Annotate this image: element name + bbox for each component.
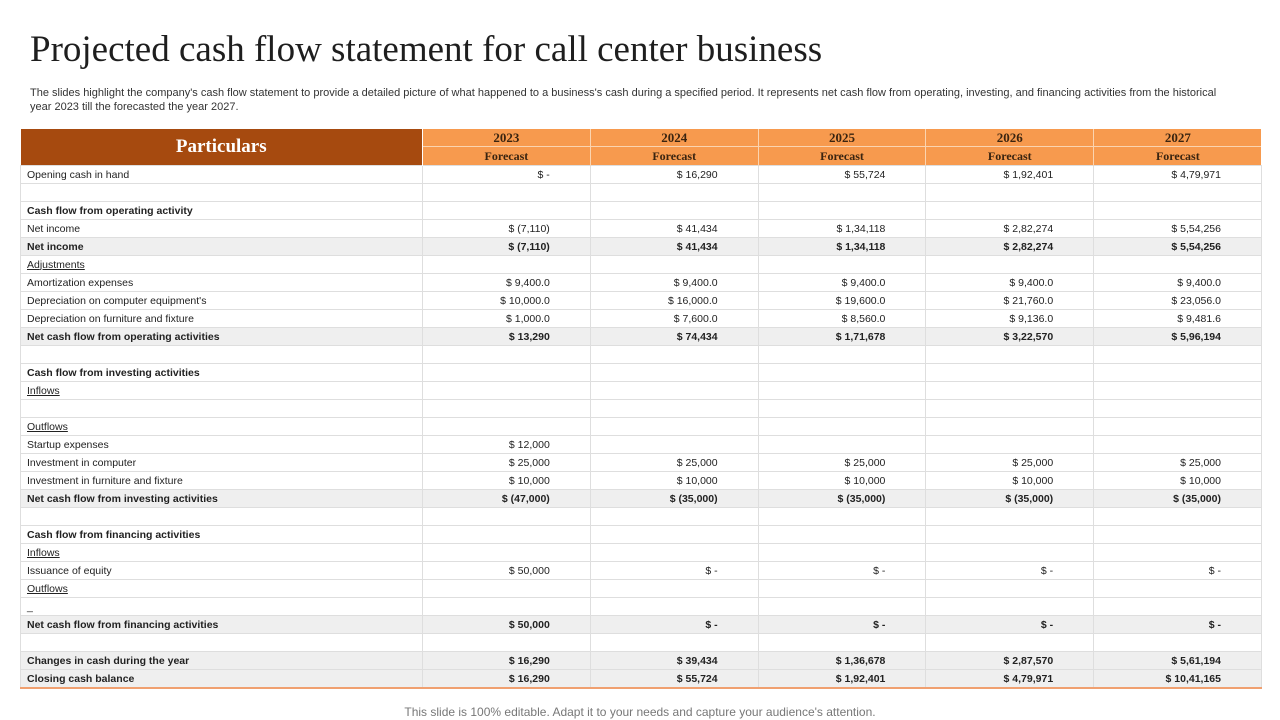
value-cell: $ 1,92,401 — [926, 166, 1094, 184]
table-row — [21, 184, 1262, 202]
cash-flow-table-container — [20, 129, 1261, 689]
value-cell — [423, 598, 591, 616]
value-cell — [423, 544, 591, 562]
value-cell — [758, 436, 926, 454]
value-cell — [926, 184, 1094, 202]
value-cell: $ 9,400.0 — [1094, 274, 1262, 292]
value-cell — [423, 184, 591, 202]
row-label-text: _ — [27, 600, 33, 613]
row-label — [21, 238, 423, 256]
value-cell: $ - — [590, 616, 758, 634]
row-label-text: Net income — [27, 222, 81, 235]
value-cell — [926, 400, 1094, 418]
table-body — [21, 166, 1262, 689]
value-cell — [423, 256, 591, 274]
value-cell — [1094, 202, 1262, 220]
row-label — [21, 292, 423, 310]
table-row — [21, 418, 1262, 436]
value-cell: $ - — [926, 562, 1094, 580]
value-cell: $ 5,54,256 — [1094, 238, 1262, 256]
value-cell — [926, 202, 1094, 220]
value-cell: $ 25,000 — [423, 454, 591, 472]
year-header: 2026 — [926, 129, 1094, 147]
value-cell — [423, 400, 591, 418]
value-cell — [590, 418, 758, 436]
value-cell: $ 10,000 — [758, 472, 926, 490]
value-cell — [926, 418, 1094, 436]
value-cell — [758, 364, 926, 382]
value-cell — [1094, 256, 1262, 274]
row-label-text: Startup expenses — [27, 438, 109, 451]
year-header: 2024 — [590, 129, 758, 147]
value-cell: $ 2,82,274 — [926, 238, 1094, 256]
value-cell — [926, 256, 1094, 274]
table-row — [21, 382, 1262, 400]
page-subtitle: The slides highlight the company's cash flow statement to provide a detailed picture of what happened to a business's cash during a specified period. It represents net cash flow from operating, investing, and financing activities from the historical year 2023 till the forecasted the year 2027. — [30, 87, 1217, 113]
value-cell: $ 10,000.0 — [423, 292, 591, 310]
row-label — [21, 580, 423, 598]
table-row — [21, 292, 1262, 310]
table-row — [21, 364, 1262, 382]
value-cell — [590, 202, 758, 220]
value-cell — [758, 508, 926, 526]
value-cell — [1094, 364, 1262, 382]
table-row — [21, 310, 1262, 328]
value-cell — [423, 364, 591, 382]
table-row — [21, 508, 1262, 526]
table-row — [21, 490, 1262, 508]
value-cell: $ 25,000 — [1094, 454, 1262, 472]
value-cell — [590, 598, 758, 616]
value-cell: $ (7,110) — [423, 238, 591, 256]
year-header: 2027 — [1094, 129, 1262, 147]
row-label — [21, 346, 423, 364]
row-label-text: Net cash flow from operating activities — [27, 330, 220, 343]
value-cell — [423, 202, 591, 220]
value-cell — [1094, 526, 1262, 544]
table-row — [21, 238, 1262, 256]
value-cell — [758, 544, 926, 562]
table-row — [21, 220, 1262, 238]
value-cell: $ 10,000 — [590, 472, 758, 490]
value-cell — [1094, 508, 1262, 526]
table-row — [21, 454, 1262, 472]
cash-flow-table — [20, 129, 1262, 689]
value-cell: $ 9,400.0 — [758, 274, 926, 292]
value-cell: $ (47,000) — [423, 490, 591, 508]
value-cell — [926, 544, 1094, 562]
table-row — [21, 166, 1262, 184]
value-cell: $ - — [758, 616, 926, 634]
value-cell — [590, 184, 758, 202]
value-cell: $ - — [590, 562, 758, 580]
value-cell: $ 10,000 — [423, 472, 591, 490]
value-cell: $ 7,600.0 — [590, 310, 758, 328]
value-cell — [1094, 346, 1262, 364]
row-label-text: Changes in cash during the year — [27, 654, 190, 667]
value-cell: $ 9,481.6 — [1094, 310, 1262, 328]
value-cell: $ 5,54,256 — [1094, 220, 1262, 238]
value-cell — [758, 256, 926, 274]
value-cell: $ 25,000 — [926, 454, 1094, 472]
row-label-text: Net income — [27, 240, 84, 253]
page-title: Projected cash flow statement for call center business — [30, 29, 823, 70]
value-cell: $ 9,400.0 — [926, 274, 1094, 292]
value-cell — [423, 346, 591, 364]
table-row — [21, 598, 1262, 616]
row-label-text: Adjustments — [27, 258, 85, 271]
table-row — [21, 616, 1262, 634]
forecast-label: Forecast — [423, 147, 591, 166]
row-label — [21, 310, 423, 328]
row-label — [21, 436, 423, 454]
row-label — [21, 418, 423, 436]
value-cell — [1094, 580, 1262, 598]
value-cell — [423, 418, 591, 436]
value-cell — [590, 526, 758, 544]
value-cell: $ 10,000 — [926, 472, 1094, 490]
value-cell: $ 2,82,274 — [926, 220, 1094, 238]
value-cell: $ - — [926, 616, 1094, 634]
value-cell — [590, 544, 758, 562]
value-cell: $ 55,724 — [590, 670, 758, 689]
value-cell: $ 41,434 — [590, 220, 758, 238]
value-cell — [590, 256, 758, 274]
value-cell — [590, 364, 758, 382]
value-cell: $ 9,400.0 — [423, 274, 591, 292]
value-cell: $ 1,000.0 — [423, 310, 591, 328]
value-cell: $ - — [758, 562, 926, 580]
year-header: 2025 — [758, 129, 926, 147]
table-row — [21, 256, 1262, 274]
table-row — [21, 526, 1262, 544]
value-cell: $ 12,000 — [423, 436, 591, 454]
value-cell — [423, 382, 591, 400]
row-label — [21, 526, 423, 544]
value-cell: $ 16,000.0 — [590, 292, 758, 310]
row-label-text: Issuance of equity — [27, 564, 112, 577]
value-cell: $ - — [1094, 562, 1262, 580]
row-label — [21, 670, 423, 689]
value-cell: $ 8,560.0 — [758, 310, 926, 328]
table-row — [21, 346, 1262, 364]
value-cell — [590, 436, 758, 454]
value-cell: $ 23,056.0 — [1094, 292, 1262, 310]
value-cell: $ 9,136.0 — [926, 310, 1094, 328]
value-cell: $ (35,000) — [590, 490, 758, 508]
table-header — [21, 129, 1262, 166]
value-cell: $ 74,434 — [590, 328, 758, 346]
value-cell: $ 9,400.0 — [590, 274, 758, 292]
value-cell: $ 5,96,194 — [1094, 328, 1262, 346]
value-cell: $ 39,434 — [590, 652, 758, 670]
row-label-text: Cash flow from operating activity — [27, 204, 193, 217]
table-row — [21, 472, 1262, 490]
row-label — [21, 328, 423, 346]
row-label-text: Net cash flow from financing activities — [27, 618, 219, 631]
value-cell: $ 4,79,971 — [1094, 166, 1262, 184]
value-cell — [590, 346, 758, 364]
value-cell — [926, 382, 1094, 400]
row-label — [21, 364, 423, 382]
value-cell: $ 2,87,570 — [926, 652, 1094, 670]
value-cell: $ 1,71,678 — [758, 328, 926, 346]
value-cell: $ 13,290 — [423, 328, 591, 346]
row-label — [21, 508, 423, 526]
row-label-text: Inflows — [27, 384, 60, 397]
value-cell: $ - — [423, 166, 591, 184]
row-label-text: Closing cash balance — [27, 672, 135, 685]
value-cell — [926, 436, 1094, 454]
value-cell — [758, 418, 926, 436]
row-label — [21, 184, 423, 202]
value-cell — [758, 382, 926, 400]
value-cell — [1094, 436, 1262, 454]
table-row — [21, 328, 1262, 346]
row-label-text: Investment in furniture and fixture — [27, 474, 183, 487]
row-label — [21, 598, 423, 616]
year-header: 2023 — [423, 129, 591, 147]
value-cell — [926, 580, 1094, 598]
value-cell: $ 5,61,194 — [1094, 652, 1262, 670]
row-label — [21, 220, 423, 238]
value-cell: $ 25,000 — [590, 454, 758, 472]
row-label — [21, 166, 423, 184]
row-label — [21, 544, 423, 562]
value-cell — [590, 634, 758, 652]
row-label — [21, 652, 423, 670]
value-cell: $ 19,600.0 — [758, 292, 926, 310]
value-cell: $ (35,000) — [758, 490, 926, 508]
row-label — [21, 454, 423, 472]
row-label-text: Investment in computer — [27, 456, 137, 469]
row-label-text: Outflows — [27, 582, 68, 595]
value-cell — [423, 580, 591, 598]
value-cell: $ (35,000) — [926, 490, 1094, 508]
value-cell — [1094, 184, 1262, 202]
value-cell — [590, 400, 758, 418]
value-cell — [423, 508, 591, 526]
row-label-text: Amortization expenses — [27, 276, 134, 289]
row-label-text: Cash flow from investing activities — [27, 366, 200, 379]
value-cell — [758, 580, 926, 598]
value-cell: $ 1,34,118 — [758, 238, 926, 256]
value-cell: $ 50,000 — [423, 562, 591, 580]
value-cell — [1094, 544, 1262, 562]
value-cell: $ 41,434 — [590, 238, 758, 256]
table-row — [21, 436, 1262, 454]
value-cell: $ 1,34,118 — [758, 220, 926, 238]
row-label — [21, 382, 423, 400]
value-cell: $ 4,79,971 — [926, 670, 1094, 689]
table-row — [21, 274, 1262, 292]
value-cell — [758, 634, 926, 652]
row-label — [21, 634, 423, 652]
table-row — [21, 400, 1262, 418]
row-label — [21, 616, 423, 634]
value-cell — [1094, 634, 1262, 652]
row-label — [21, 562, 423, 580]
value-cell — [1094, 418, 1262, 436]
value-cell — [758, 184, 926, 202]
value-cell — [590, 508, 758, 526]
value-cell — [926, 598, 1094, 616]
value-cell: $ 21,760.0 — [926, 292, 1094, 310]
value-cell — [590, 580, 758, 598]
value-cell — [590, 382, 758, 400]
row-label-text: Opening cash in hand — [27, 168, 130, 181]
row-label — [21, 472, 423, 490]
value-cell: $ 25,000 — [758, 454, 926, 472]
value-cell — [423, 526, 591, 544]
table-row — [21, 544, 1262, 562]
row-label-text: Depreciation on furniture and fixture — [27, 312, 194, 325]
row-label-text: Net cash flow from investing activities — [27, 492, 218, 505]
row-label-text: Inflows — [27, 546, 60, 559]
value-cell: $ 1,36,678 — [758, 652, 926, 670]
value-cell — [758, 598, 926, 616]
row-label — [21, 202, 423, 220]
value-cell: $ - — [1094, 616, 1262, 634]
forecast-label: Forecast — [926, 147, 1094, 166]
value-cell: $ 3,22,570 — [926, 328, 1094, 346]
value-cell — [926, 364, 1094, 382]
value-cell — [758, 202, 926, 220]
value-cell: $ 10,000 — [1094, 472, 1262, 490]
value-cell: $ (7,110) — [423, 220, 591, 238]
value-cell — [758, 526, 926, 544]
row-label — [21, 274, 423, 292]
value-cell — [1094, 382, 1262, 400]
table-row — [21, 202, 1262, 220]
row-label-text: Cash flow from financing activities — [27, 528, 201, 541]
table-row — [21, 580, 1262, 598]
value-cell: $ 1,92,401 — [758, 670, 926, 689]
table-row — [21, 634, 1262, 652]
particulars-header: Particulars — [21, 129, 423, 166]
forecast-label: Forecast — [758, 147, 926, 166]
value-cell: $ 16,290 — [423, 670, 591, 689]
row-label — [21, 256, 423, 274]
forecast-label: Forecast — [590, 147, 758, 166]
value-cell — [423, 634, 591, 652]
value-cell: $ 55,724 — [758, 166, 926, 184]
value-cell: $ 16,290 — [590, 166, 758, 184]
table-row — [21, 652, 1262, 670]
value-cell — [758, 346, 926, 364]
footer-note: This slide is 100% editable. Adapt it to your needs and capture your audience's attention. — [404, 705, 876, 719]
value-cell — [926, 346, 1094, 364]
value-cell: $ 10,41,165 — [1094, 670, 1262, 689]
value-cell: $ 16,290 — [423, 652, 591, 670]
value-cell — [758, 400, 926, 418]
table-row — [21, 670, 1262, 689]
row-label-text: Depreciation on computer equipment's — [27, 294, 207, 307]
value-cell — [926, 634, 1094, 652]
row-label — [21, 490, 423, 508]
row-label — [21, 400, 423, 418]
value-cell — [926, 508, 1094, 526]
row-label-text: Outflows — [27, 420, 68, 433]
table-row — [21, 562, 1262, 580]
value-cell — [1094, 598, 1262, 616]
value-cell — [1094, 400, 1262, 418]
value-cell — [926, 526, 1094, 544]
value-cell: $ 50,000 — [423, 616, 591, 634]
value-cell: $ (35,000) — [1094, 490, 1262, 508]
forecast-label: Forecast — [1094, 147, 1262, 166]
